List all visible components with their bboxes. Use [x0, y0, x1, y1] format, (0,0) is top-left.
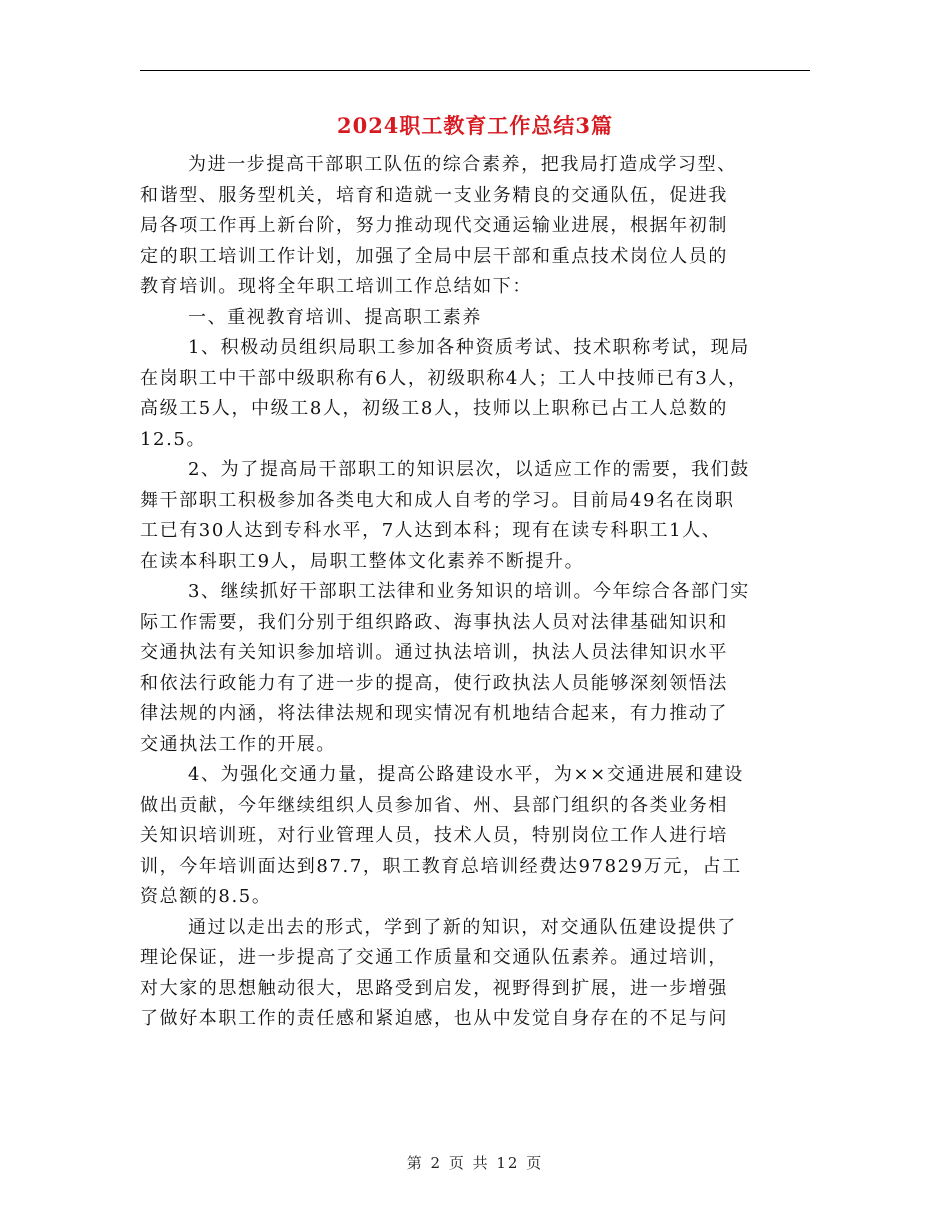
paragraph — [140, 577, 810, 760]
paragraph — [140, 303, 810, 334]
paragraph-line: 教育培训。现将全年职工培训工作总结如下： — [140, 276, 532, 297]
paragraph — [140, 760, 810, 913]
paragraph-line: 交通执法工作的开展。 — [140, 733, 336, 755]
paragraph-line: 律法规的内涵，将法律法规和现实情况有机地结合起来，有力推动了 — [140, 703, 728, 724]
paragraph — [140, 150, 810, 303]
paragraph-line: 关知识培训班，对行业管理人员，技术人员，特别岗位工作人进行培 — [140, 825, 728, 846]
paragraph-line: 定的职工培训工作计划，加强了全局中层干部和重点技术岗位人员的 — [140, 245, 728, 267]
paragraph-line: 一、重视教育培训、提高职工素养 — [188, 306, 482, 328]
paragraph-line: 2、为了提高局干部职工的知识层次，以适应工作的需要，我们鼓 — [188, 459, 750, 480]
paragraph — [140, 333, 810, 455]
paragraph-line: 在读本科职工9人，局职工整体文化素养不断提升。 — [140, 550, 585, 572]
paragraph — [140, 913, 810, 1035]
paragraph-line: 3、继续抓好干部职工法律和业务知识的培训。今年综合各部门实 — [188, 581, 750, 602]
paragraph-line: 1、积极动员组织局职工参加各种资质考试、技术职称考试，现局 — [188, 337, 750, 358]
paragraph-line: 对大家的思想触动很大，思路受到启发，视野得到扩展，进一步增强 — [140, 977, 728, 999]
paragraph-line: 工已有30人达到专科水平，7人达到本科；现有在读专科职工1人、 — [140, 520, 722, 541]
paragraph-line: 和谐型、服务型机关，培育和造就一支业务精良的交通队伍，促进我 — [140, 184, 728, 206]
document-title: 2024职工教育工作总结3篇 — [336, 113, 614, 138]
paragraph-line: 交通执法有关知识参加培训。通过执法培训，执法人员法律知识水平 — [140, 642, 728, 663]
header-rule — [140, 70, 810, 71]
paragraph-line: 做出贡献，今年继续组织人员参加省、州、县部门组织的各类业务相 — [140, 794, 728, 816]
paragraph-line: 12.5。 — [140, 428, 207, 450]
paragraph — [140, 455, 810, 577]
paragraph-line: 在岗职工中干部中级职称有6人，初级职称4人；工人中技师已有3人， — [140, 367, 748, 389]
paragraph-line: 局各项工作再上新台阶，努力推动现代交通运输业进展，根据年初制 — [140, 215, 728, 236]
paragraph-line: 通过以走出去的形式，学到了新的知识，对交通队伍建设提供了 — [188, 916, 737, 938]
page-footer: 第 2 页 共 12 页 — [406, 1154, 544, 1172]
paragraph-line: 舞干部职工积极参加各类电大和成人自考的学习。目前局49名在岗职 — [140, 489, 735, 511]
paragraph-line: 理论保证，进一步提高了交通工作质量和交通队伍素养。通过培训， — [140, 947, 728, 968]
paragraph-line: 了做好本职工作的责任感和紧迫感，也从中发觉自身存在的不足与问 — [140, 1008, 728, 1029]
document-body — [140, 150, 810, 1035]
paragraph-line: 资总额的8.5。 — [140, 886, 272, 907]
paragraph-line: 和依法行政能力有了进一步的提高，使行政执法人员能够深刻领悟法 — [140, 672, 728, 694]
paragraph-line: 训，今年培训面达到87.7，职工教育总培训经费达97829万元，占工 — [140, 855, 742, 877]
paragraph-line: 4、为强化交通力量，提高公路建设水平，为××交通进展和建设 — [188, 764, 745, 785]
paragraph-line: 为进一步提高干部职工队伍的综合素养，把我局打造成学习型、 — [188, 154, 737, 175]
paragraph-line: 高级工5人，中级工8人，初级工8人，技师以上职称已占工人总数的 — [140, 398, 728, 419]
paragraph-line: 际工作需要，我们分别于组织路政、海事执法人员对法律基础知识和 — [140, 611, 728, 633]
